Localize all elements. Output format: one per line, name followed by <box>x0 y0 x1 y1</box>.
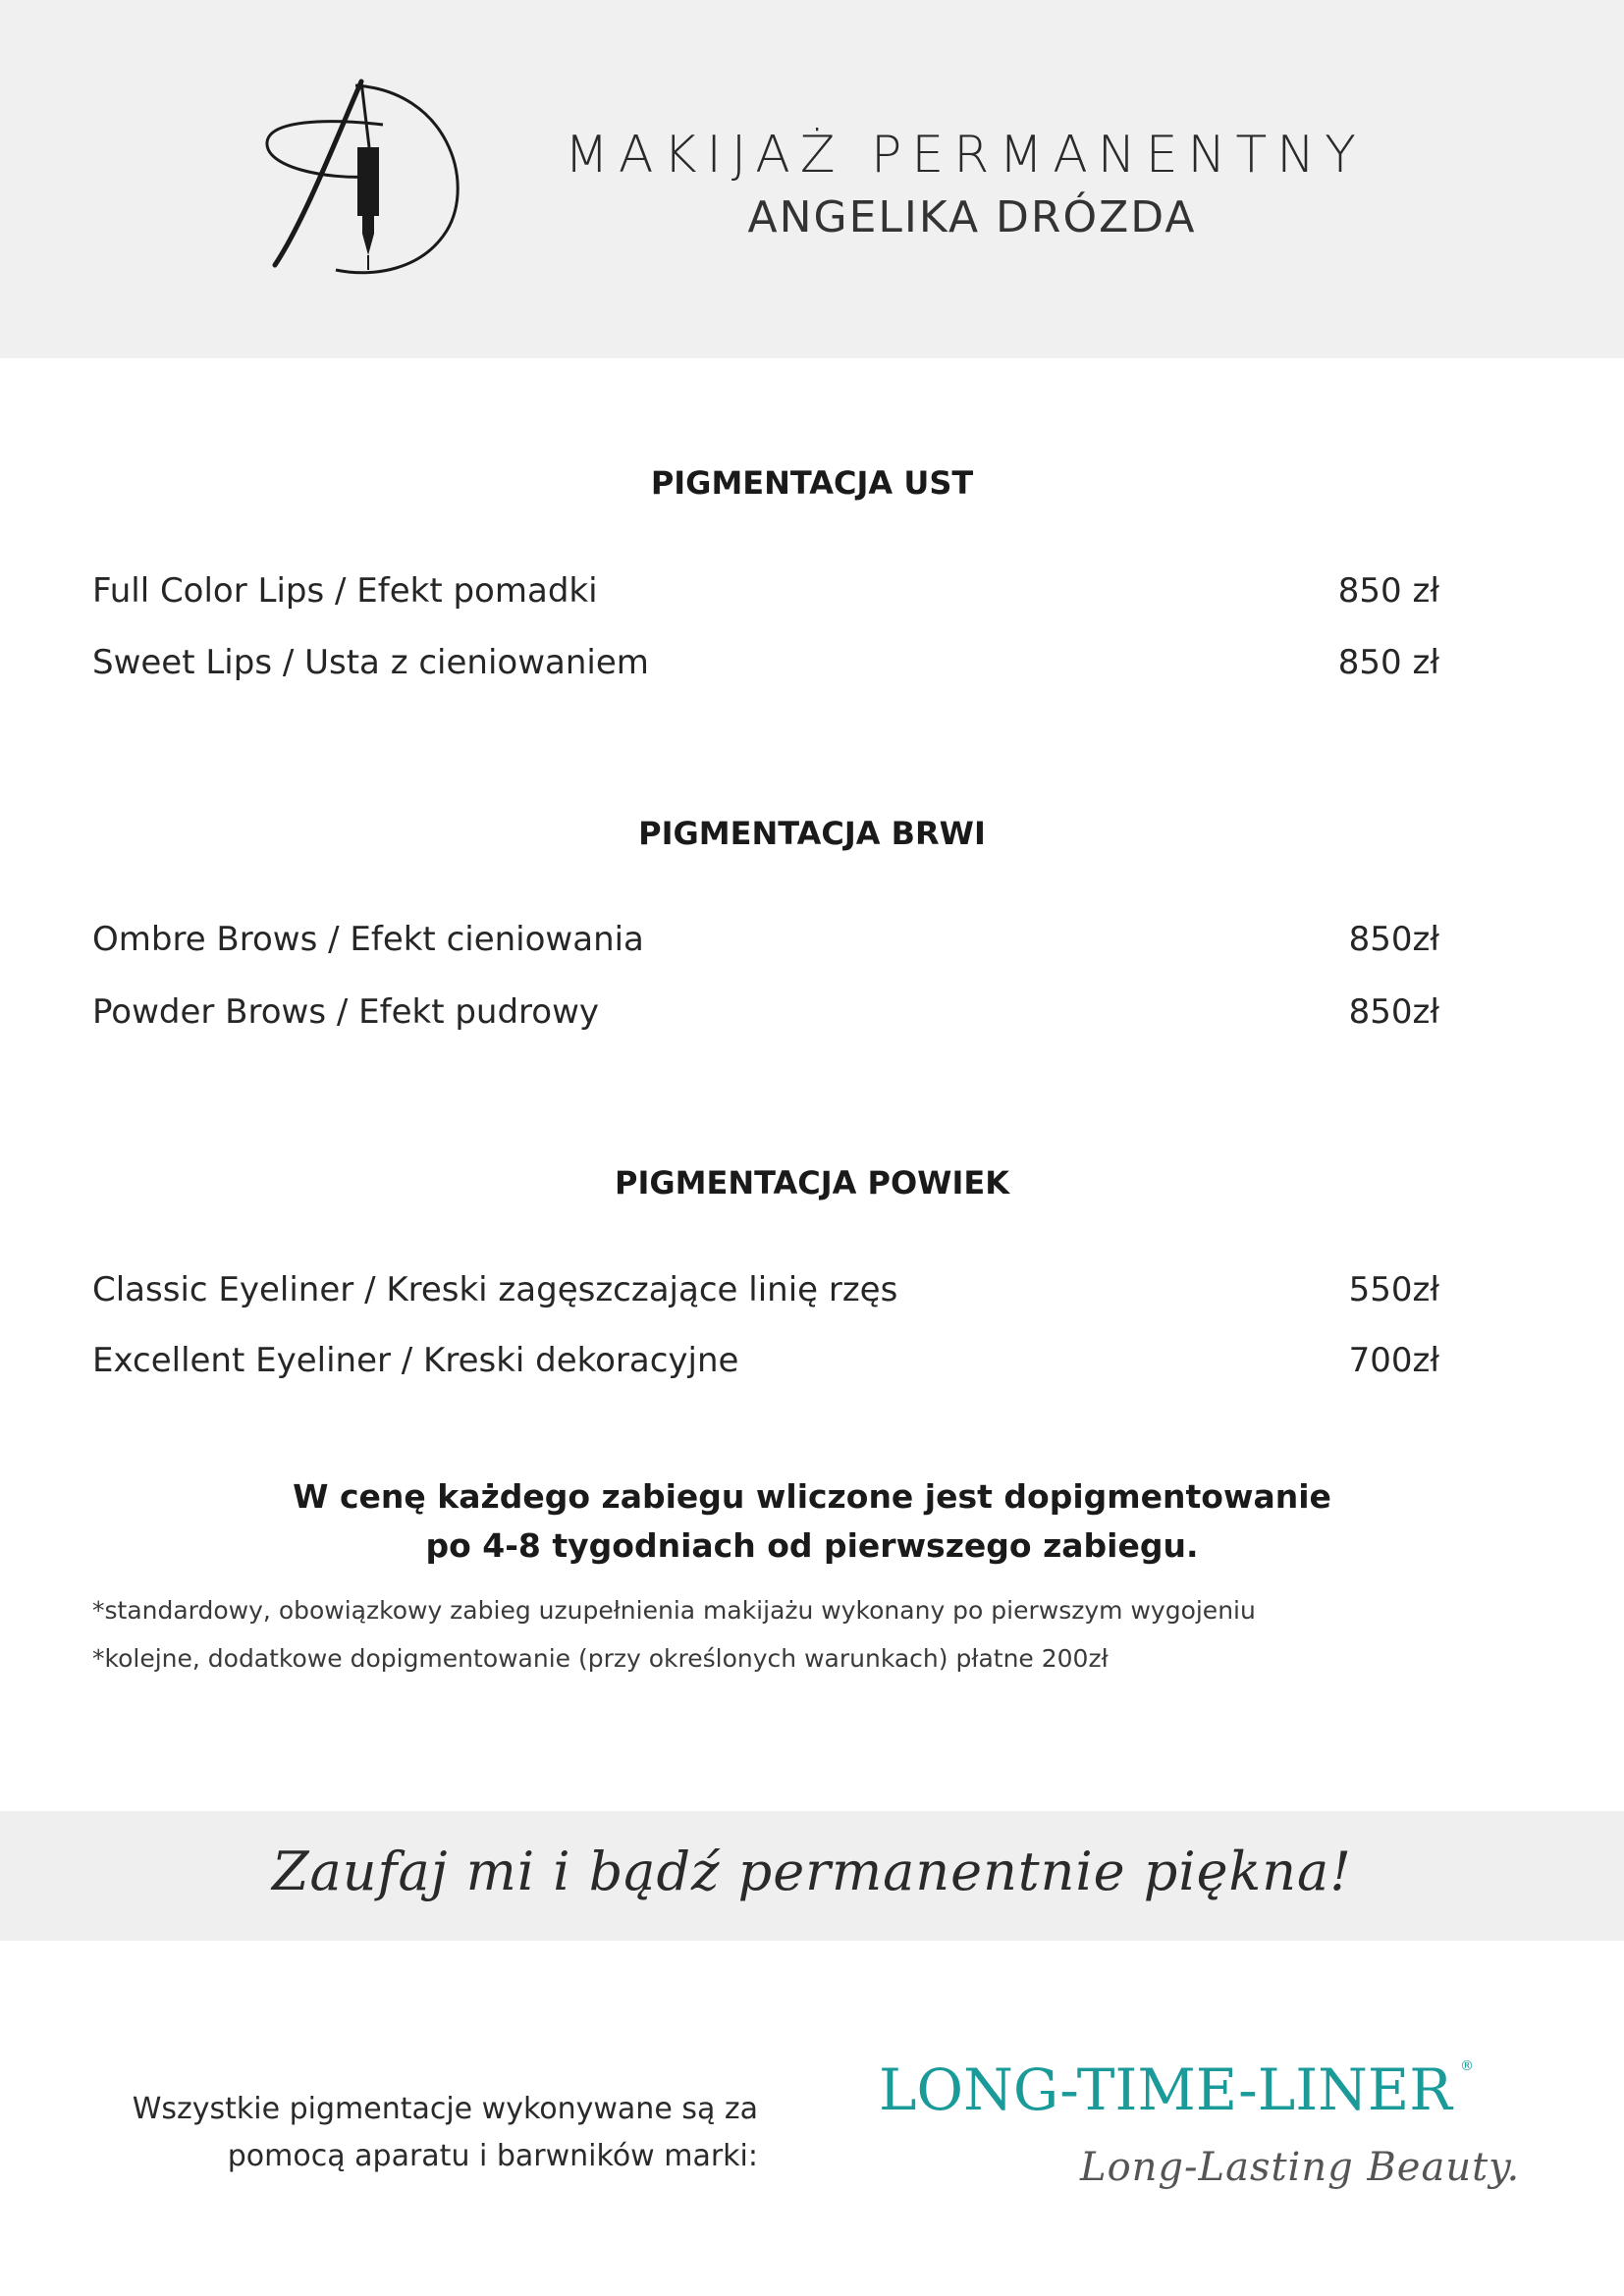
service-price: 700zł <box>1348 1341 1439 1380</box>
footnote: *kolejne, dodatkowe dopigmentowanie (przy określonych warunkach) płatne 200zł <box>92 1644 1109 1673</box>
service-name: Full Color Lips / Efekt pomadki <box>92 571 598 611</box>
brand-subtitle: ANGELIKA DRÓZDA <box>747 192 1197 242</box>
bottom-note-line: pomocą aparatu i barwników marki: <box>227 2139 758 2173</box>
ltl-brand-name: LONG-TIME-LINER <box>879 2056 1452 2123</box>
service-price: 550zł <box>1348 1270 1439 1309</box>
slogan: Zaufaj mi i bądź permanentnie piękna! <box>272 1841 1352 1902</box>
service-name: Ombre Brows / Efekt cieniowania <box>92 920 644 959</box>
brand-title: MAKIJAŻ PERMANENTNY <box>565 126 1366 185</box>
service-price: 850 zł <box>1337 571 1439 611</box>
price-row <box>92 992 1439 1041</box>
slogan-band <box>0 1811 1624 1941</box>
registered-mark: ® <box>1460 2058 1474 2074</box>
ltl-tagline: Long-Lasting Beauty. <box>1080 2145 1521 2190</box>
header-band <box>0 0 1624 358</box>
service-name: Excellent Eyeliner / Kreski dekoracyjne <box>92 1341 739 1380</box>
section-title-eyelids: PIGMENTACJA POWIEK <box>614 1164 1010 1201</box>
service-price: 850zł <box>1348 920 1439 959</box>
footnote: *standardowy, obowiązkowy zabieg uzupełnienia makijażu wykonany po pierwszym wygojeniu <box>92 1596 1256 1625</box>
notice-line: po 4-8 tygodniach od pierwszego zabiegu. <box>425 1526 1199 1565</box>
service-name: Classic Eyeliner / Kreski zagęszczające linię rzęs <box>92 1270 898 1309</box>
service-price: 850 zł <box>1337 643 1439 682</box>
notice-line: W cenę każdego zabiegu wliczone jest dopigmentowanie <box>293 1477 1331 1516</box>
ad-monogram-logo-icon <box>245 74 481 285</box>
price-row <box>92 643 1439 692</box>
section-title-brows: PIGMENTACJA BRWI <box>638 815 986 852</box>
price-row <box>92 1341 1439 1390</box>
service-price: 850zł <box>1348 992 1439 1032</box>
price-row <box>92 1270 1439 1319</box>
bottom-note-line: Wszystkie pigmentacje wykonywane są za <box>132 2092 758 2126</box>
price-row <box>92 920 1439 969</box>
section-title-lips: PIGMENTACJA UST <box>650 464 974 502</box>
bottom-note <box>133 2086 758 2180</box>
long-time-liner-logo <box>879 2056 1521 2209</box>
service-name: Sweet Lips / Usta z cieniowaniem <box>92 643 649 682</box>
price-row <box>92 571 1439 620</box>
service-name: Powder Brows / Efekt pudrowy <box>92 992 600 1032</box>
